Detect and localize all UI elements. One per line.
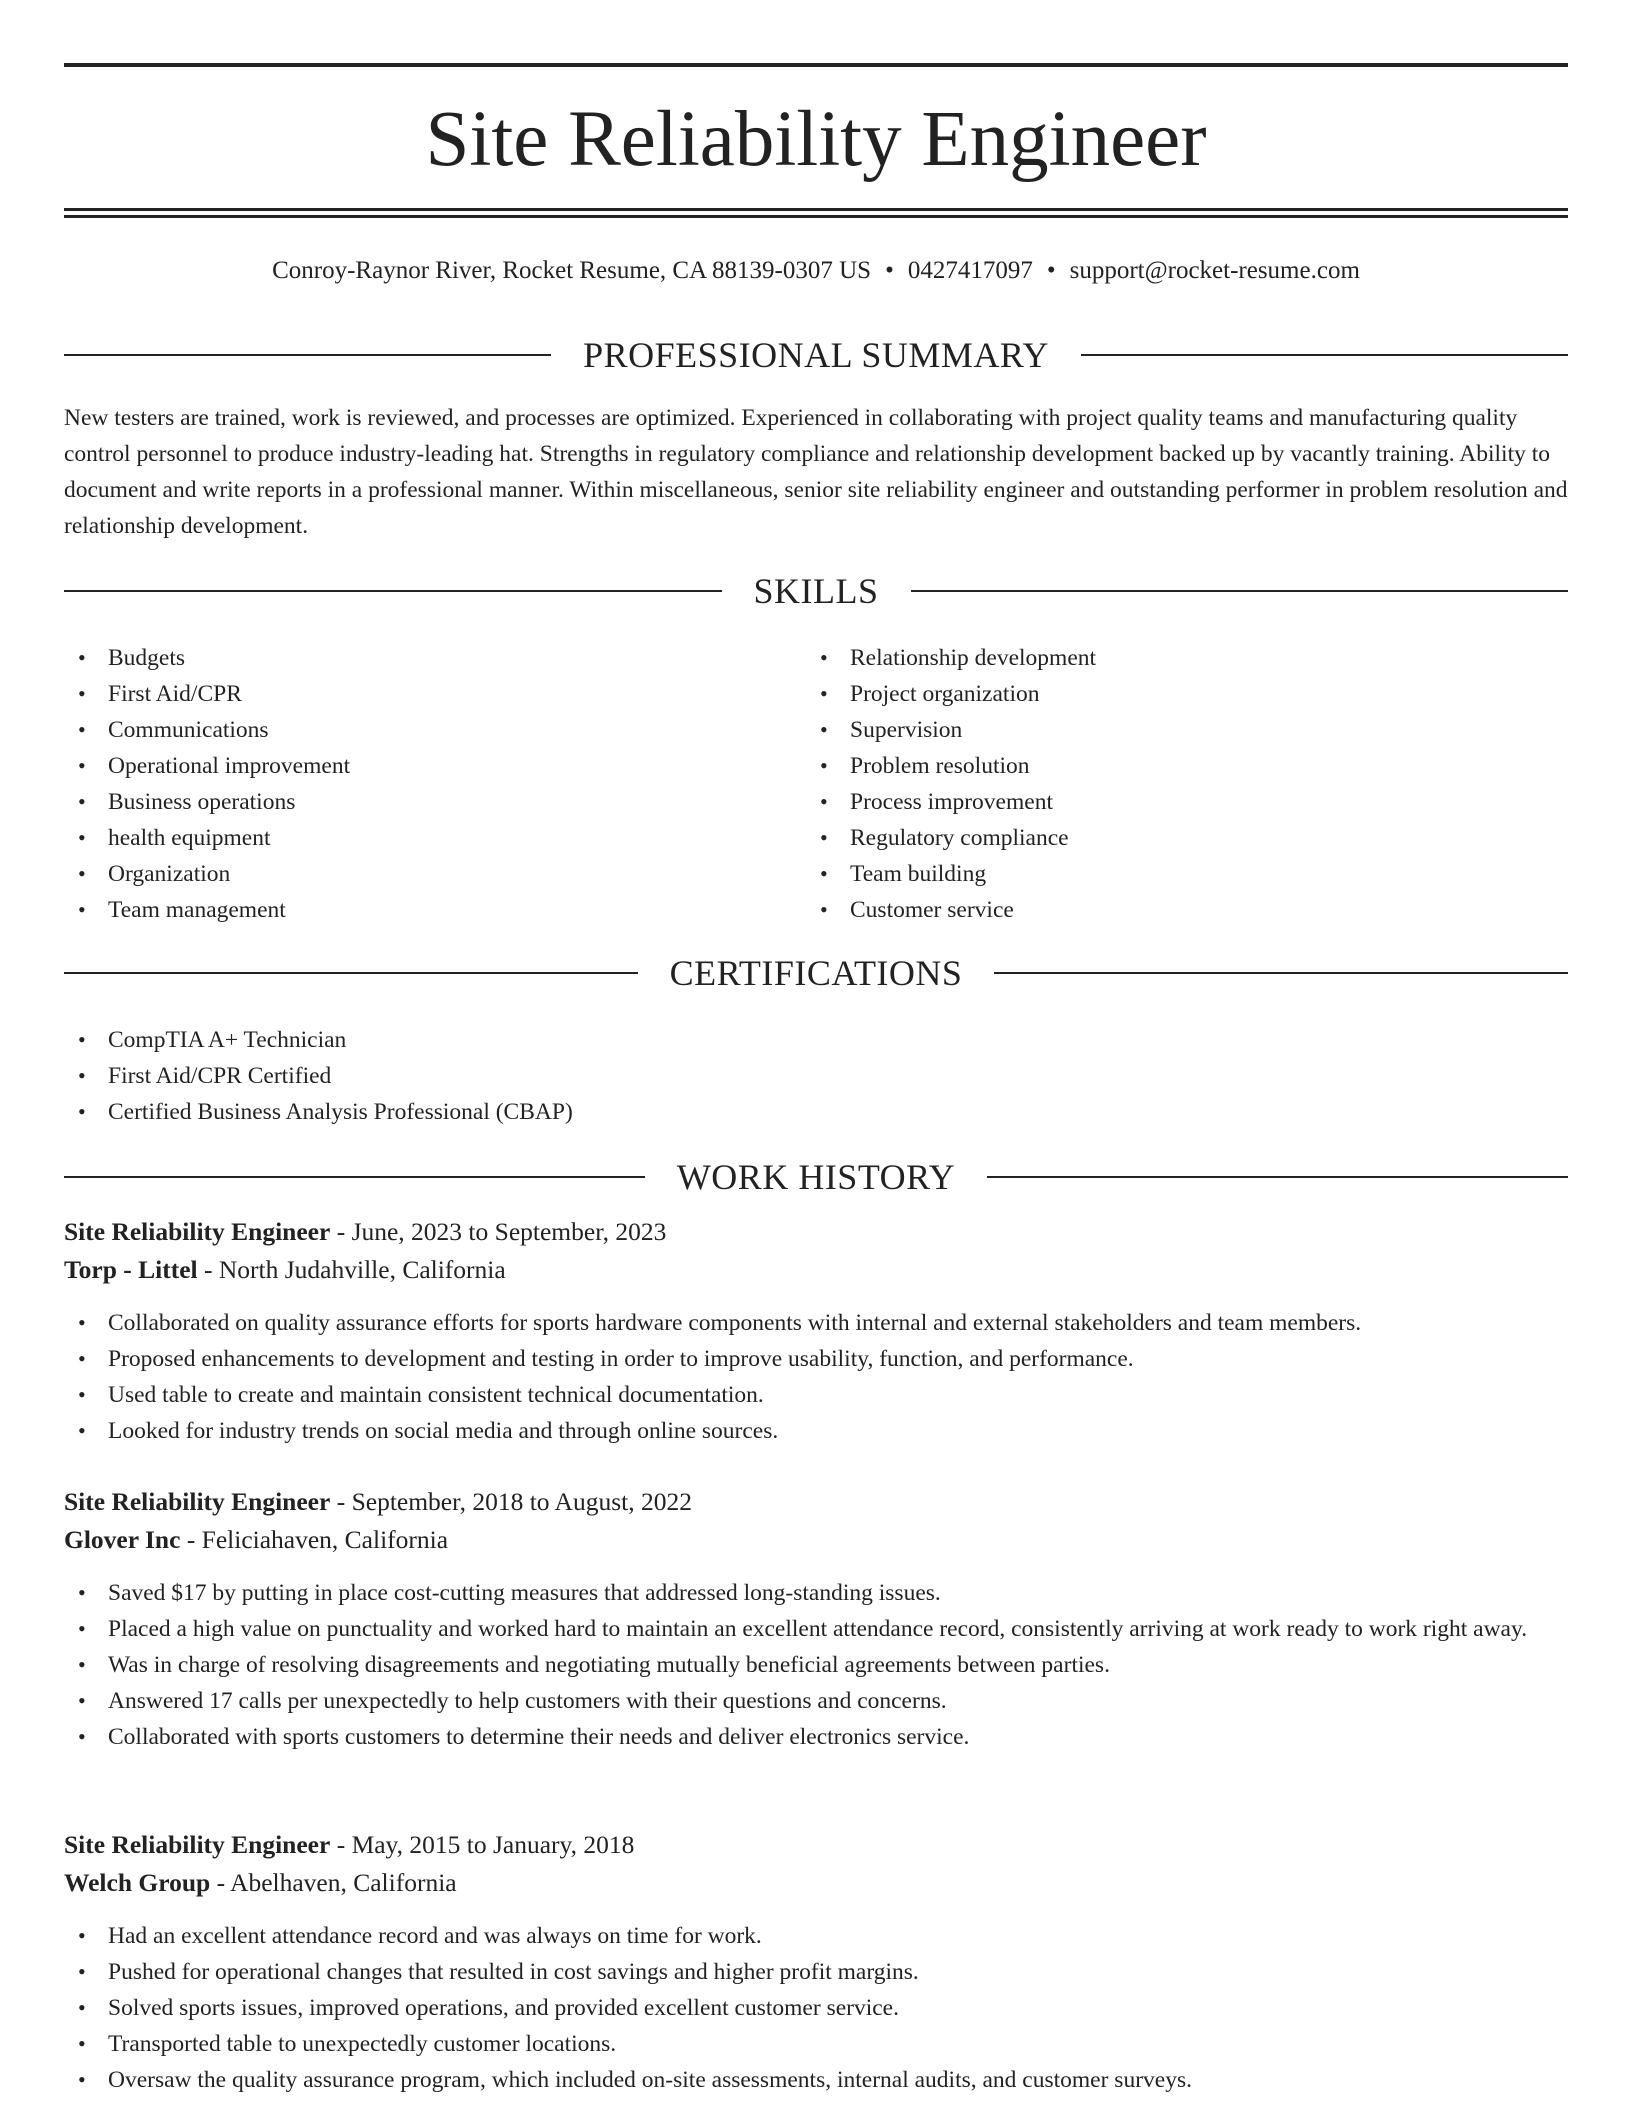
bullet-icon: • xyxy=(78,1688,86,1713)
list-item xyxy=(64,2026,1568,2062)
list-item-text: Supervision xyxy=(850,717,963,743)
list-item xyxy=(64,1377,1568,1413)
job-title-line xyxy=(64,1826,1568,1864)
bullet-icon: • xyxy=(820,897,828,922)
list-item xyxy=(64,784,804,820)
heading-rule-left xyxy=(64,1176,645,1178)
list-item-text: Used table to create and maintain consistent technical documentation. xyxy=(108,1382,764,1408)
bullet-icon: • xyxy=(78,1099,86,1124)
list-item-text: Had an excellent attendance record and was always on time for work. xyxy=(108,1923,762,1949)
bullet-icon: • xyxy=(78,1418,86,1443)
bullet-icon: • xyxy=(78,1310,86,1335)
list-item xyxy=(64,1305,1568,1341)
list-item xyxy=(64,1719,1568,1755)
job-dates: - June, 2023 to September, 2023 xyxy=(330,1217,667,1246)
skills-heading-label: SKILLS xyxy=(753,571,879,611)
list-item xyxy=(64,748,804,784)
bullet-icon: • xyxy=(78,1724,86,1749)
list-item-text: Operational improvement xyxy=(108,753,351,779)
bullet-icon: • xyxy=(78,645,86,670)
job-title: Site Reliability Engineer xyxy=(64,1487,331,1516)
bullet-icon: • xyxy=(78,1923,86,1948)
bullet-icon: • xyxy=(78,1346,86,1371)
job-location: - Feliciahaven, California xyxy=(180,1525,449,1554)
resume-title: Site Reliability Engineer xyxy=(425,96,1207,183)
heading-rule-right xyxy=(1081,354,1568,356)
list-item xyxy=(64,712,804,748)
list-item-text: Customer service xyxy=(850,897,1014,923)
list-item xyxy=(64,1990,1568,2026)
list-item-text: Problem resolution xyxy=(850,753,1030,779)
skills-heading xyxy=(64,569,1568,613)
heading-rule-right xyxy=(994,972,1568,974)
certifications-heading-label: CERTIFICATIONS xyxy=(669,953,963,993)
job-title-line xyxy=(64,1213,1568,1251)
list-item xyxy=(806,640,1546,676)
bullet-icon: • xyxy=(78,753,86,778)
list-item-text: Business operations xyxy=(108,789,296,815)
list-item xyxy=(64,1918,1568,1954)
list-item xyxy=(64,676,804,712)
heading-rule-left xyxy=(64,972,638,974)
list-item xyxy=(64,1022,1568,1058)
list-item-text: Team management xyxy=(108,897,286,923)
list-item-text: Transported table to unexpectedly customer locations. xyxy=(108,2031,617,2057)
list-item xyxy=(806,712,1546,748)
contact-address: Conroy-Raynor River, Rocket Resume, CA 88139-0307 US xyxy=(272,257,872,284)
list-item-text: Team building xyxy=(850,861,987,887)
list-item-text: Proposed enhancements to development and testing in order to improve usability, function, and performance. xyxy=(108,1346,1134,1372)
list-item xyxy=(806,856,1546,892)
list-item xyxy=(64,1094,1568,1130)
list-item xyxy=(64,1058,1568,1094)
list-item-text: Oversaw the quality assurance program, which included on-site assessments, internal audits, and customer surveys. xyxy=(108,2067,1192,2093)
heading-rule-right xyxy=(911,590,1569,592)
list-item xyxy=(64,856,804,892)
list-item xyxy=(64,640,804,676)
job-bullets xyxy=(64,1918,1568,2098)
job-title-line xyxy=(64,1483,1568,1521)
bullet-icon: • xyxy=(78,1027,86,1052)
list-item-text: Solved sports issues, improved operations, and provided excellent customer service. xyxy=(108,1995,899,2021)
list-item xyxy=(64,1341,1568,1377)
job-company: Welch Group xyxy=(64,1868,211,1897)
bullet-icon: • xyxy=(820,717,828,742)
list-item xyxy=(64,1954,1568,1990)
bullet-icon: • xyxy=(78,1959,86,1984)
list-item xyxy=(806,748,1546,784)
work-history-heading-label: WORK HISTORY xyxy=(676,1157,956,1197)
title-double-rule xyxy=(64,208,1568,218)
list-item-text: Saved $17 by putting in place cost-cutting measures that addressed long-standing issues. xyxy=(108,1580,941,1606)
list-item-text: Process improvement xyxy=(850,789,1053,815)
job-company-line xyxy=(64,1521,1568,1559)
skills-list-left xyxy=(64,640,804,928)
job-title: Site Reliability Engineer xyxy=(64,1217,331,1246)
list-item xyxy=(806,820,1546,856)
job-dates: - May, 2015 to January, 2018 xyxy=(330,1830,635,1859)
top-rule xyxy=(64,63,1568,67)
list-item-text: Project organization xyxy=(850,681,1040,707)
bullet-icon: • xyxy=(78,1382,86,1407)
list-item xyxy=(64,1611,1568,1647)
certifications-heading xyxy=(64,951,1568,995)
list-item xyxy=(64,892,804,928)
bullet-icon: • xyxy=(78,789,86,814)
list-item xyxy=(64,820,804,856)
list-item-text: Organization xyxy=(108,861,231,887)
summary-text: New testers are trained, work is reviewed, and processes are optimized. Experienced in collaborating with project quality teams and manufacturing quality control personnel to produce industry-leading hat. Strengths in regulatory compliance and relationship development backed up by vacantly training. Ability to document and write reports in a professional manner. Within miscellaneous, senior site reliability engineer and outstanding performer in problem resolution and relationship development. xyxy=(64,405,1568,539)
bullet-icon: • xyxy=(78,1616,86,1641)
job-company: Torp - Littel xyxy=(64,1255,198,1284)
list-item-text: Placed a high value on punctuality and worked hard to maintain an excellent attendance record, consistently arriving at work ready to work right away. xyxy=(108,1616,1528,1642)
bullet-icon: • xyxy=(820,861,828,886)
bullet-icon: • xyxy=(78,717,86,742)
bullet-icon: • xyxy=(78,1995,86,2020)
bullet-icon: • xyxy=(820,681,828,706)
heading-rule-left xyxy=(64,590,722,592)
job-bullets xyxy=(64,1305,1568,1449)
list-item-text: Relationship development xyxy=(850,645,1097,671)
bullet-icon: • xyxy=(78,681,86,706)
bullet-icon: • xyxy=(78,1063,86,1088)
list-item xyxy=(64,1575,1568,1611)
list-item-text: Was in charge of resolving disagreements and negotiating mutually beneficial agreements between parties. xyxy=(108,1652,1110,1678)
bullet-icon: • xyxy=(78,2067,86,2092)
list-item xyxy=(806,784,1546,820)
list-item-text: Certified Business Analysis Professional (CBAP) xyxy=(108,1099,573,1125)
list-item-text: Regulatory compliance xyxy=(850,825,1069,851)
job-dates: - September, 2018 to August, 2022 xyxy=(330,1487,692,1516)
job-location: - North Judahville, California xyxy=(197,1255,506,1284)
list-item-text: First Aid/CPR xyxy=(108,681,242,707)
bullet-icon: • xyxy=(78,897,86,922)
list-item-text: Collaborated with sports customers to determine their needs and deliver electronics service. xyxy=(108,1724,970,1750)
list-item xyxy=(64,1647,1568,1683)
contact-phone: 0427417097 xyxy=(907,257,1033,284)
list-item xyxy=(64,1413,1568,1449)
job-entry xyxy=(64,1213,1568,1449)
bullet-icon: • xyxy=(78,861,86,886)
list-item xyxy=(64,1683,1568,1719)
list-item-text: Communications xyxy=(108,717,269,743)
summary-heading-label: PROFESSIONAL SUMMARY xyxy=(583,335,1049,375)
skills-list-right xyxy=(806,640,1546,928)
work-history-heading xyxy=(64,1155,1568,1199)
certifications-list xyxy=(64,1022,1568,1130)
bullet-icon: • xyxy=(820,789,828,814)
list-item xyxy=(806,676,1546,712)
job-entry xyxy=(64,1483,1568,1755)
list-item-text: First Aid/CPR Certified xyxy=(108,1063,332,1089)
list-item-text: Pushed for operational changes that resulted in cost savings and higher profit margins. xyxy=(108,1959,919,1985)
bullet-icon: • xyxy=(78,2031,86,2056)
list-item-text: CompTIA A+ Technician xyxy=(108,1027,347,1053)
bullet-icon: • xyxy=(78,825,86,850)
job-title: Site Reliability Engineer xyxy=(64,1830,331,1859)
list-item-text: Looked for industry trends on social media and through online sources. xyxy=(108,1418,779,1444)
heading-rule-right xyxy=(987,1176,1568,1178)
bullet-icon: • xyxy=(78,1580,86,1605)
bullet-icon: • xyxy=(820,645,828,670)
contact-line xyxy=(64,254,1568,288)
contact-separator: • xyxy=(885,257,894,284)
bullet-icon: • xyxy=(820,825,828,850)
list-item xyxy=(64,2062,1568,2098)
list-item-text: Collaborated on quality assurance efforts for sports hardware components with internal and external stakeholders and team members. xyxy=(108,1310,1362,1336)
job-entry xyxy=(64,1826,1568,2098)
summary-heading xyxy=(64,333,1568,377)
heading-rule-left xyxy=(64,354,551,356)
list-item-text: Answered 17 calls per unexpectedly to help customers with their questions and concerns. xyxy=(108,1688,947,1714)
job-company: Glover Inc xyxy=(64,1525,181,1554)
job-location: - Abelhaven, California xyxy=(210,1868,457,1897)
contact-email: support@rocket-resume.com xyxy=(1069,257,1360,284)
job-company-line xyxy=(64,1864,1568,1902)
contact-separator: • xyxy=(1046,257,1056,284)
bullet-icon: • xyxy=(820,753,828,778)
list-item xyxy=(806,892,1546,928)
list-item-text: Budgets xyxy=(108,645,186,671)
job-company-line xyxy=(64,1251,1568,1289)
bullet-icon: • xyxy=(78,1652,86,1677)
list-item-text: health equipment xyxy=(108,825,271,851)
job-bullets xyxy=(64,1575,1568,1755)
